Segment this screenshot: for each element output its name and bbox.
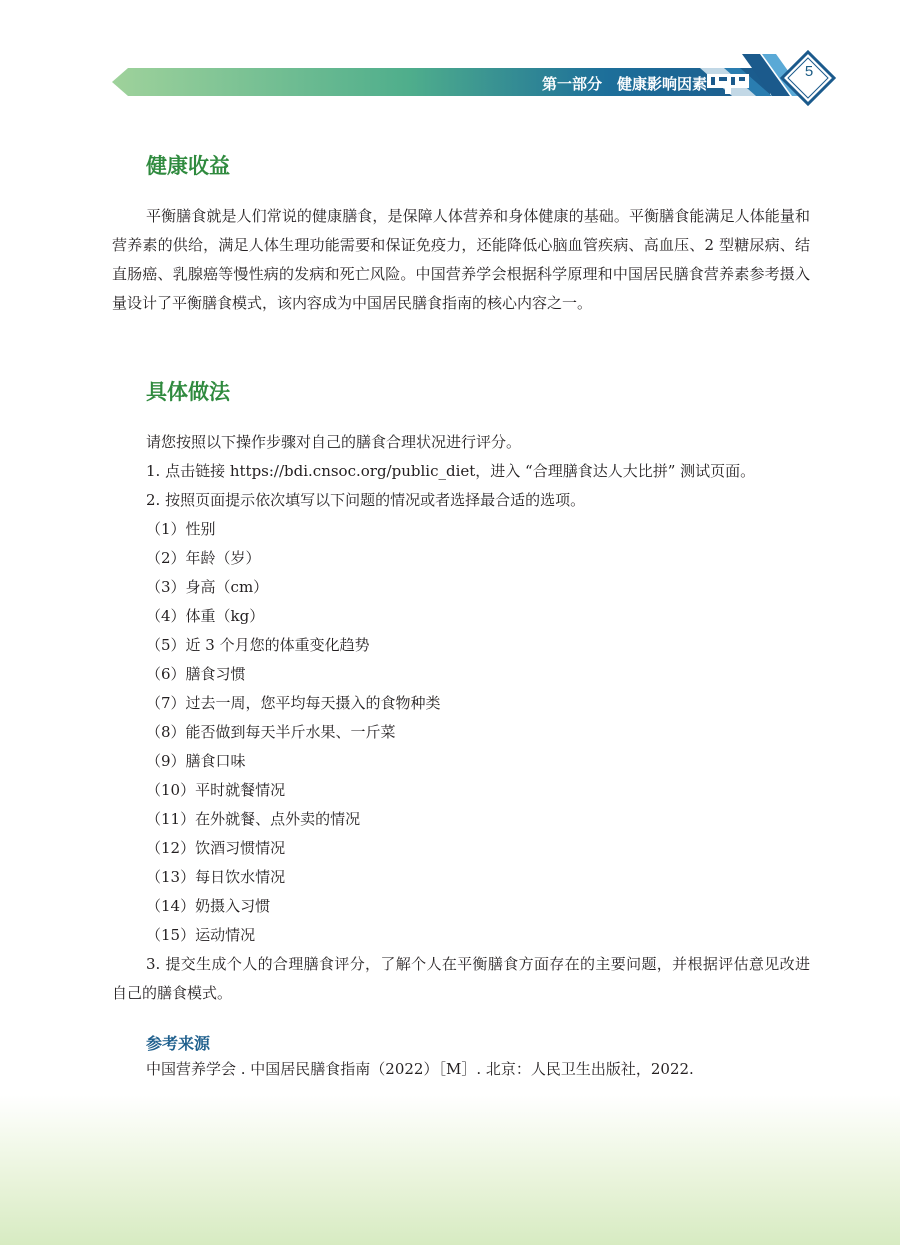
question-item: （1）性别: [146, 520, 216, 538]
question-item: （15）运动情况: [146, 926, 256, 944]
heading-how-to: 具体做法: [146, 380, 230, 404]
step-1: 1. 点击链接 https://bdi.cnsoc.org/public_diet，进入 “合理膳食达人大比拼” 测试页面。: [146, 462, 756, 480]
intro-line: 请您按照以下操作步骤对自己的膳食合理状况进行评分。: [146, 433, 522, 451]
question-item: （7）过去一周，您平均每天摄入的食物种类: [146, 694, 441, 712]
question-item: （10）平时就餐情况: [146, 781, 286, 799]
question-item: （6）膳食习惯: [146, 665, 246, 683]
page-number: 5: [804, 63, 814, 80]
header-banner-graphic: [0, 50, 900, 110]
question-item: （5）近 3 个月您的体重变化趋势: [146, 636, 370, 654]
running-header: [0, 50, 900, 110]
steps-list: [112, 428, 810, 1008]
step-3: 3. 提交生成个人的合理膳食评分，了解个人在平衡膳食方面存在的主要问题，并根据评估意见改进自己的膳食模式。: [112, 955, 810, 1002]
reference-heading: 参考来源: [146, 1034, 211, 1053]
question-item: （9）膳食口味: [146, 752, 246, 770]
question-item: （8）能否做到每天半斤水果、一斤菜: [146, 723, 396, 741]
question-item: （12）饮酒习惯情况: [146, 839, 286, 857]
question-item: （3）身高（cm）: [146, 578, 269, 596]
header-logo-icon: [707, 72, 749, 94]
question-item: （13）每日饮水情况: [146, 868, 286, 886]
page-footer-background: [0, 1095, 900, 1245]
question-item: （11）在外就餐、点外卖的情况: [146, 810, 361, 828]
question-item: （14）奶摄入习惯: [146, 897, 271, 915]
heading-health-benefits: 健康收益: [146, 154, 230, 178]
question-item: （4）体重（kg）: [146, 607, 265, 625]
section-title: 第一部分 健康影响因素: [541, 75, 707, 93]
reference-citation: 中国营养学会 . 中国居民膳食指南（2022）［M］. 北京：人民卫生出版社，2022.: [146, 1060, 694, 1078]
benefits-paragraph: 平衡膳食就是人们常说的健康膳食，是保障人体营养和身体健康的基础。平衡膳食能满足人体能量和营养素的供给，满足人体生理功能需要和保证免疫力，还能降低心脑血管疾病、高血压、2 型糖尿病、结直肠癌、乳腺癌等慢性病的发病和死亡风险。中国营养学会根据科学原理和中国居民膳食营养素参考摄入量设计了平衡膳食模式，该内容成为中国居民膳食指南的核心内容之一。: [112, 207, 810, 312]
question-item: （2）年龄（岁）: [146, 549, 261, 567]
step-2: 2. 按照页面提示依次填写以下问题的情况或者选择最合适的选项。: [146, 491, 586, 509]
